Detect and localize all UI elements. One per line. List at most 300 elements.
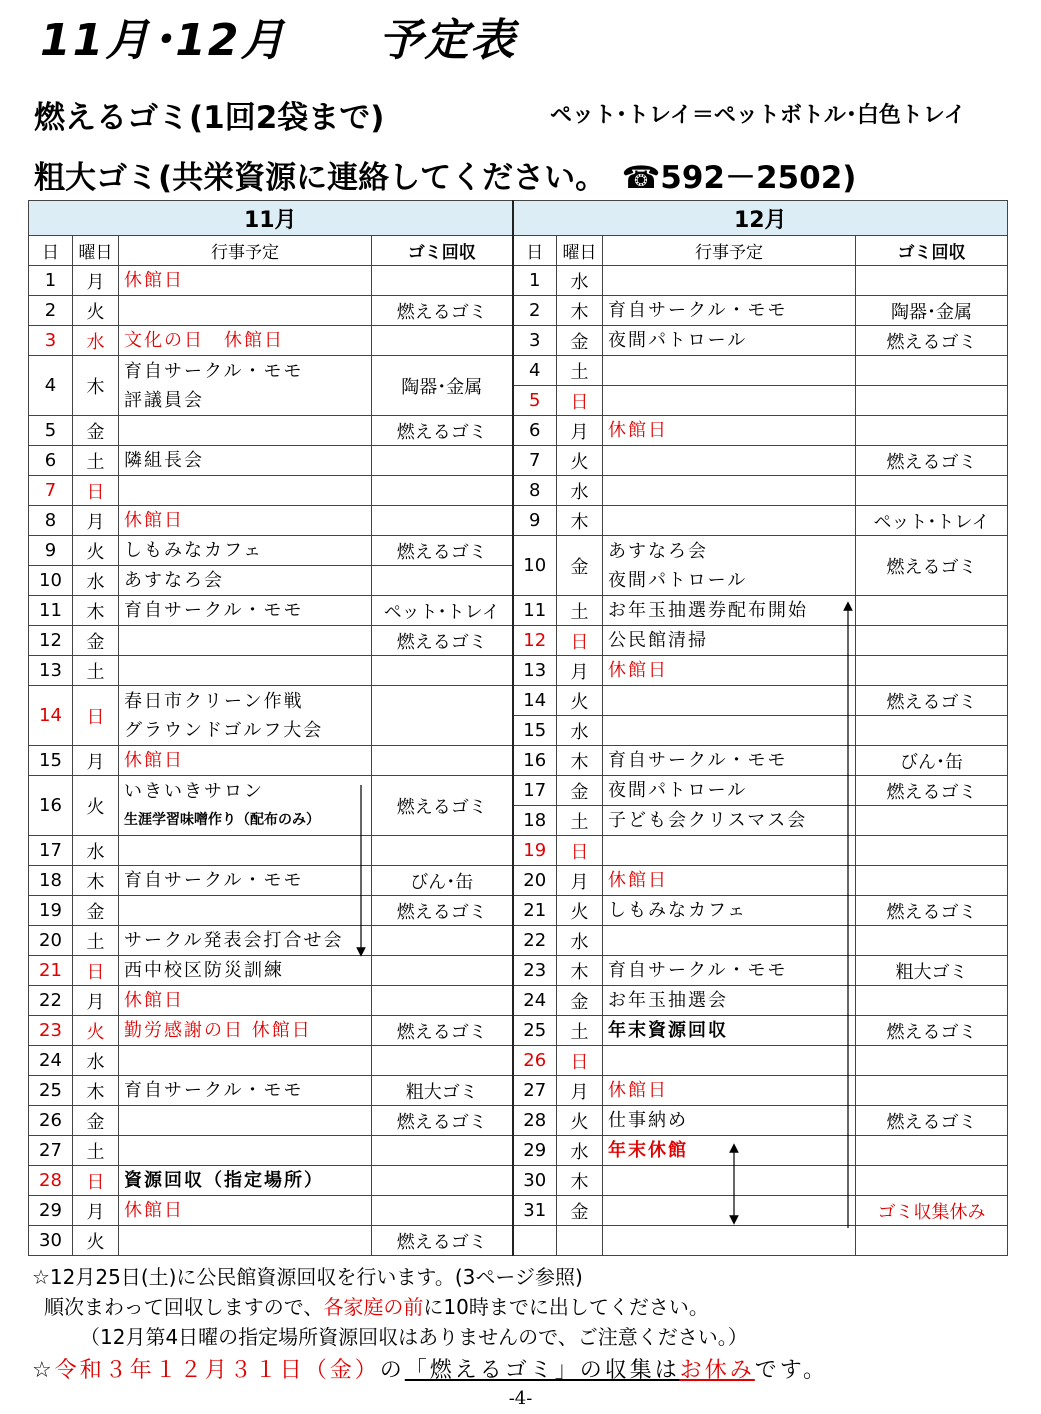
dec-day: 19 (513, 836, 557, 866)
table-row (29, 986, 1008, 1016)
dec-weekday: 木 (557, 1166, 603, 1196)
table-row (29, 1016, 1008, 1046)
dec-garbage: 陶器･金属 (856, 296, 1008, 326)
nov-event-line: 西中校区防災訓練 (124, 960, 284, 981)
dec-garbage (856, 986, 1008, 1016)
nov-event-line: 春日市クリーン作戦 (124, 690, 304, 712)
notes (32, 1262, 1022, 1386)
dec-day: 6 (513, 416, 557, 446)
dec-weekday: 土 (557, 356, 603, 386)
dec-event-line: しもみなカフェ (608, 900, 748, 921)
nov-day: 2 (29, 296, 73, 326)
dec-event (603, 356, 856, 386)
nov-event-line: 休館日 (124, 270, 184, 291)
dec-garbage: ゴミ収集休み (856, 1196, 1008, 1226)
table-row (29, 416, 1008, 446)
dec-event-line: 夜間パトロール (608, 330, 748, 351)
dec-event-line: 年末資源回収 (608, 1020, 728, 1041)
nov-day: 19 (29, 896, 73, 926)
nov-event (119, 566, 372, 596)
dec-day: 10 (513, 536, 557, 596)
col-garbage-dec: ゴミ回収 (856, 236, 1008, 266)
note-line-4-c: 「燃えるゴミ」の収集は (404, 1358, 680, 1383)
bulky-garbage-contact: 粗大ゴミ(共栄資源に連絡してください。 ☎592－2502) (34, 160, 857, 196)
nov-garbage (372, 1166, 513, 1196)
table-row (29, 476, 1008, 506)
dec-weekday: 月 (557, 416, 603, 446)
nov-weekday: 水 (73, 566, 119, 596)
table-row (29, 896, 1008, 926)
dec-event (603, 296, 856, 326)
dec-day: 8 (513, 476, 557, 506)
table-row (29, 1076, 1008, 1106)
nov-garbage (372, 446, 513, 476)
nov-event (119, 896, 372, 926)
nov-weekday: 月 (73, 266, 119, 296)
nov-event (119, 266, 372, 296)
nov-event (119, 1136, 372, 1166)
dec-weekday: 月 (557, 866, 603, 896)
dec-garbage (856, 626, 1008, 656)
nov-event (119, 926, 372, 956)
dec-weekday: 日 (557, 1046, 603, 1076)
nov-day: 16 (29, 776, 73, 836)
nov-event (119, 656, 372, 686)
nov-weekday: 金 (73, 626, 119, 656)
nov-garbage: 燃えるゴミ (372, 626, 513, 656)
nov-event (119, 986, 372, 1016)
nov-day: 13 (29, 656, 73, 686)
nov-day: 12 (29, 626, 73, 656)
dec-day: 31 (513, 1196, 557, 1226)
dec-event-line: 休館日 (608, 870, 668, 891)
dec-garbage (856, 1136, 1008, 1166)
dec-event (603, 446, 856, 476)
dec-day: 18 (513, 806, 557, 836)
nov-event-line: 休館日 (124, 510, 184, 531)
nov-weekday: 日 (73, 956, 119, 986)
nov-event-line: 育自サークル・モモ (124, 870, 304, 891)
nov-event (119, 626, 372, 656)
dec-weekday: 月 (557, 1076, 603, 1106)
nov-event-line: 育自サークル・モモ (124, 1080, 304, 1101)
note-line-2-a: 順次まわって回収しますので、 (44, 1295, 324, 1319)
dec-weekday: 土 (557, 1016, 603, 1046)
dec-weekday: 木 (557, 746, 603, 776)
nov-day: 28 (29, 1166, 73, 1196)
dec-event (603, 806, 856, 836)
nov-day: 15 (29, 746, 73, 776)
nov-weekday: 火 (73, 1016, 119, 1046)
nov-weekday: 木 (73, 866, 119, 896)
nov-weekday: 月 (73, 746, 119, 776)
dec-day: 14 (513, 686, 557, 716)
nov-day: 3 (29, 326, 73, 356)
nov-event-line: 文化の日 休館日 (124, 330, 284, 351)
nov-event-line: 勤労感謝の日 休館日 (124, 1020, 312, 1041)
dec-weekday: 金 (557, 536, 603, 596)
dec-event (603, 836, 856, 866)
nov-weekday: 木 (73, 1076, 119, 1106)
dec-weekday: 金 (557, 986, 603, 1016)
dec-garbage (856, 1076, 1008, 1106)
dec-event (603, 776, 856, 806)
nov-day: 23 (29, 1016, 73, 1046)
nov-garbage (372, 746, 513, 776)
dec-garbage (856, 866, 1008, 896)
dec-garbage (856, 1166, 1008, 1196)
dec-event-line: 育自サークル・モモ (608, 750, 788, 771)
nov-garbage: 燃えるゴミ (372, 416, 513, 446)
nov-garbage (372, 326, 513, 356)
dec-event (603, 1076, 856, 1106)
dec-day: 2 (513, 296, 557, 326)
table-row (29, 326, 1008, 356)
dec-garbage: 燃えるゴミ (856, 1016, 1008, 1046)
dec-empty (513, 1226, 557, 1256)
table-row (29, 626, 1008, 656)
nov-event (119, 1016, 372, 1046)
page-title: 11月･12月 予定表 (40, 15, 517, 66)
dec-weekday: 火 (557, 1106, 603, 1136)
nov-event (119, 1226, 372, 1256)
nov-garbage: 燃えるゴミ (372, 1106, 513, 1136)
nov-weekday: 土 (73, 926, 119, 956)
nov-day: 10 (29, 566, 73, 596)
nov-weekday: 水 (73, 326, 119, 356)
dec-day: 4 (513, 356, 557, 386)
dec-event (603, 266, 856, 296)
dec-weekday: 金 (557, 326, 603, 356)
table-row (29, 446, 1008, 476)
dec-empty (856, 1226, 1008, 1256)
nov-event (119, 1046, 372, 1076)
dec-day: 17 (513, 776, 557, 806)
nov-weekday: 金 (73, 896, 119, 926)
note-line-4-date: 令和３年１２月３１日（金） (54, 1358, 380, 1383)
nov-weekday: 日 (73, 1166, 119, 1196)
nov-event-line: 休館日 (124, 750, 184, 771)
nov-garbage: びん･缶 (372, 866, 513, 896)
nov-weekday: 日 (73, 686, 119, 746)
nov-garbage (372, 956, 513, 986)
dec-event (603, 1136, 856, 1166)
nov-day: 21 (29, 956, 73, 986)
table-row (29, 356, 1008, 386)
table-row (29, 746, 1008, 776)
dec-weekday: 金 (557, 1196, 603, 1226)
dec-day: 11 (513, 596, 557, 626)
dec-day: 26 (513, 1046, 557, 1076)
dec-day: 30 (513, 1166, 557, 1196)
nov-garbage (372, 1196, 513, 1226)
dec-weekday: 土 (557, 806, 603, 836)
table-row (29, 1136, 1008, 1166)
dec-garbage (856, 716, 1008, 746)
dec-event-line: あすなろ会 (608, 540, 708, 562)
nov-weekday: 木 (73, 596, 119, 626)
dec-garbage (856, 266, 1008, 296)
col-weekday-dec: 曜日 (557, 236, 603, 266)
dec-event (603, 896, 856, 926)
nov-event (119, 506, 372, 536)
dec-event-line: 休館日 (608, 1080, 668, 1101)
dec-event (603, 686, 856, 716)
nov-weekday: 土 (73, 446, 119, 476)
nov-event-line: 資源回収（指定場所） (124, 1170, 324, 1191)
nov-weekday: 月 (73, 986, 119, 1016)
nov-day: 22 (29, 986, 73, 1016)
nov-day: 17 (29, 836, 73, 866)
nov-day: 27 (29, 1136, 73, 1166)
dec-event (603, 926, 856, 956)
dec-garbage (856, 806, 1008, 836)
nov-garbage (372, 836, 513, 866)
nov-garbage: 燃えるゴミ (372, 896, 513, 926)
burnable-garbage-rule: 燃えるゴミ(1回2袋まで) (34, 100, 385, 136)
dec-garbage: 燃えるゴミ (856, 686, 1008, 716)
dec-event (603, 596, 856, 626)
dec-weekday: 火 (557, 896, 603, 926)
nov-garbage (372, 926, 513, 956)
nov-event (119, 836, 372, 866)
nov-garbage: 燃えるゴミ (372, 1226, 513, 1256)
nov-day: 24 (29, 1046, 73, 1076)
dec-garbage: 燃えるゴミ (856, 536, 1008, 596)
nov-garbage: 燃えるゴミ (372, 776, 513, 836)
dec-garbage (856, 656, 1008, 686)
note-line-4-e: です。 (754, 1358, 829, 1383)
nov-weekday: 土 (73, 656, 119, 686)
dec-event (603, 986, 856, 1016)
col-weekday-nov: 曜日 (73, 236, 119, 266)
nov-weekday: 火 (73, 536, 119, 566)
dec-event (603, 326, 856, 356)
nov-event (119, 296, 372, 326)
nov-event (119, 686, 372, 746)
nov-day: 20 (29, 926, 73, 956)
dec-event-line: 年末休館 (608, 1140, 688, 1161)
table-row (29, 296, 1008, 326)
table-row (29, 1106, 1008, 1136)
nov-event (119, 1106, 372, 1136)
dec-day: 28 (513, 1106, 557, 1136)
dec-day: 9 (513, 506, 557, 536)
nov-day: 14 (29, 686, 73, 746)
dec-weekday: 火 (557, 686, 603, 716)
note-line-4-holiday: お休み (679, 1358, 755, 1383)
dec-day: 5 (513, 386, 557, 416)
dec-day: 7 (513, 446, 557, 476)
dec-event (603, 746, 856, 776)
nov-event (119, 326, 372, 356)
dec-event (603, 1166, 856, 1196)
nov-event (119, 356, 372, 416)
nov-weekday: 火 (73, 1226, 119, 1256)
nov-event-line: あすなろ会 (124, 570, 224, 591)
col-day-nov: 日 (29, 236, 73, 266)
dec-day: 23 (513, 956, 557, 986)
nov-day: 29 (29, 1196, 73, 1226)
table-row (29, 1046, 1008, 1076)
nov-garbage (372, 1046, 513, 1076)
dec-weekday: 水 (557, 476, 603, 506)
table-row (29, 1166, 1008, 1196)
dec-event (603, 626, 856, 656)
dec-day: 13 (513, 656, 557, 686)
dec-weekday: 水 (557, 266, 603, 296)
dec-event (603, 956, 856, 986)
nov-garbage (372, 686, 513, 746)
nov-event (119, 866, 372, 896)
dec-event-line: お年玉抽選会 (608, 990, 728, 1011)
nov-garbage: ペット･トレイ (372, 596, 513, 626)
nov-event (119, 746, 372, 776)
table-row (29, 926, 1008, 956)
nov-garbage: 粗大ゴミ (372, 1076, 513, 1106)
nov-event (119, 476, 372, 506)
pet-tray-definition: ペット･トレイ＝ペットボトル･白色トレイ (550, 103, 966, 128)
nov-day: 7 (29, 476, 73, 506)
dec-event (603, 1016, 856, 1046)
dec-event-line: 休館日 (608, 660, 668, 681)
dec-weekday: 土 (557, 596, 603, 626)
dec-event (603, 1196, 856, 1226)
dec-weekday: 水 (557, 716, 603, 746)
dec-event (603, 416, 856, 446)
dec-day: 15 (513, 716, 557, 746)
dec-day: 24 (513, 986, 557, 1016)
dec-event (603, 1046, 856, 1076)
dec-weekday: 木 (557, 956, 603, 986)
nov-weekday: 土 (73, 1136, 119, 1166)
table-row (29, 506, 1008, 536)
table-row (29, 836, 1008, 866)
month-header-november: 11月 (29, 201, 513, 236)
dec-garbage (856, 596, 1008, 626)
nov-day: 6 (29, 446, 73, 476)
dec-garbage: 燃えるゴミ (856, 1106, 1008, 1136)
dec-garbage (856, 416, 1008, 446)
table-row (29, 596, 1008, 626)
dec-garbage (856, 1046, 1008, 1076)
dec-day: 22 (513, 926, 557, 956)
nov-garbage (372, 656, 513, 686)
nov-event (119, 536, 372, 566)
dec-day: 16 (513, 746, 557, 776)
dec-event-line: 休館日 (608, 420, 668, 441)
note-line-2-c: に10時までに出してください。 (423, 1295, 709, 1319)
table-row (29, 776, 1008, 806)
nov-event-line: 育自サークル・モモ (124, 360, 304, 382)
table-row (29, 656, 1008, 686)
note-line-4-b: の (379, 1358, 405, 1383)
note-line-1: ☆12月25日(土)に公民館資源回収を行います。(3ページ参照) (32, 1265, 583, 1289)
dec-garbage: 粗大ゴミ (856, 956, 1008, 986)
nov-day: 18 (29, 866, 73, 896)
dec-event-line: 夜間パトロール (608, 780, 748, 801)
dec-garbage: 燃えるゴミ (856, 326, 1008, 356)
dec-event-line: 公民館清掃 (608, 630, 708, 651)
nov-garbage (372, 266, 513, 296)
dec-event-line: お年玉抽選券配布開始 (608, 600, 808, 621)
nov-event (119, 1076, 372, 1106)
nov-garbage (372, 506, 513, 536)
dec-event (603, 656, 856, 686)
nov-day: 30 (29, 1226, 73, 1256)
nov-event-line: グラウンドゴルフ大会 (124, 719, 324, 741)
dec-garbage (856, 356, 1008, 386)
star-icon: ☆ (32, 1358, 55, 1383)
dec-event-line: 仕事納め (608, 1110, 688, 1131)
nov-event-line: しもみなカフェ (124, 540, 264, 561)
nov-day: 5 (29, 416, 73, 446)
dec-garbage: 燃えるゴミ (856, 896, 1008, 926)
nov-weekday: 木 (73, 356, 119, 416)
nov-day: 1 (29, 266, 73, 296)
dec-weekday: 金 (557, 776, 603, 806)
nov-garbage: 陶器･金属 (372, 356, 513, 416)
note-line-2 (32, 1292, 1022, 1322)
table-row (29, 866, 1008, 896)
nov-event-line: サークル発表会打合せ会 (124, 930, 344, 951)
nov-garbage (372, 476, 513, 506)
dec-empty (603, 1226, 856, 1256)
dec-weekday: 水 (557, 926, 603, 956)
nov-event (119, 1196, 372, 1226)
nov-event-line: いきいきサロン (124, 780, 264, 802)
nov-weekday: 日 (73, 476, 119, 506)
nov-weekday: 水 (73, 836, 119, 866)
dec-weekday: 日 (557, 626, 603, 656)
nov-weekday: 月 (73, 506, 119, 536)
nov-event-line: 休館日 (124, 990, 184, 1011)
dec-weekday: 木 (557, 296, 603, 326)
dec-garbage: 燃えるゴミ (856, 776, 1008, 806)
nov-garbage: 燃えるゴミ (372, 1016, 513, 1046)
nov-day: 8 (29, 506, 73, 536)
nov-garbage (372, 1136, 513, 1166)
dec-event-line: 育自サークル・モモ (608, 300, 788, 321)
dec-day: 1 (513, 266, 557, 296)
note-line-3: （12月第4日曜の指定場所資源回収はありませんので、ご注意ください。） (80, 1325, 748, 1349)
dec-weekday: 水 (557, 1136, 603, 1166)
nov-weekday: 金 (73, 1106, 119, 1136)
nov-event (119, 416, 372, 446)
dec-day: 27 (513, 1076, 557, 1106)
dec-day: 20 (513, 866, 557, 896)
col-day-dec: 日 (513, 236, 557, 266)
nov-weekday: 火 (73, 776, 119, 836)
month-header-december: 12月 (513, 201, 1008, 236)
dec-event-line: 育自サークル・モモ (608, 960, 788, 981)
nov-event (119, 596, 372, 626)
nov-event-line: 育自サークル・モモ (124, 600, 304, 621)
nov-weekday: 金 (73, 416, 119, 446)
nov-day: 9 (29, 536, 73, 566)
nov-day: 4 (29, 356, 73, 416)
dec-garbage (856, 386, 1008, 416)
dec-day: 25 (513, 1016, 557, 1046)
table-row (29, 956, 1008, 986)
dec-weekday: 月 (557, 656, 603, 686)
dec-garbage: びん･缶 (856, 746, 1008, 776)
dec-garbage (856, 926, 1008, 956)
dec-event (603, 506, 856, 536)
nov-weekday: 水 (73, 1046, 119, 1076)
dec-event (603, 386, 856, 416)
dec-garbage: ペット･トレイ (856, 506, 1008, 536)
